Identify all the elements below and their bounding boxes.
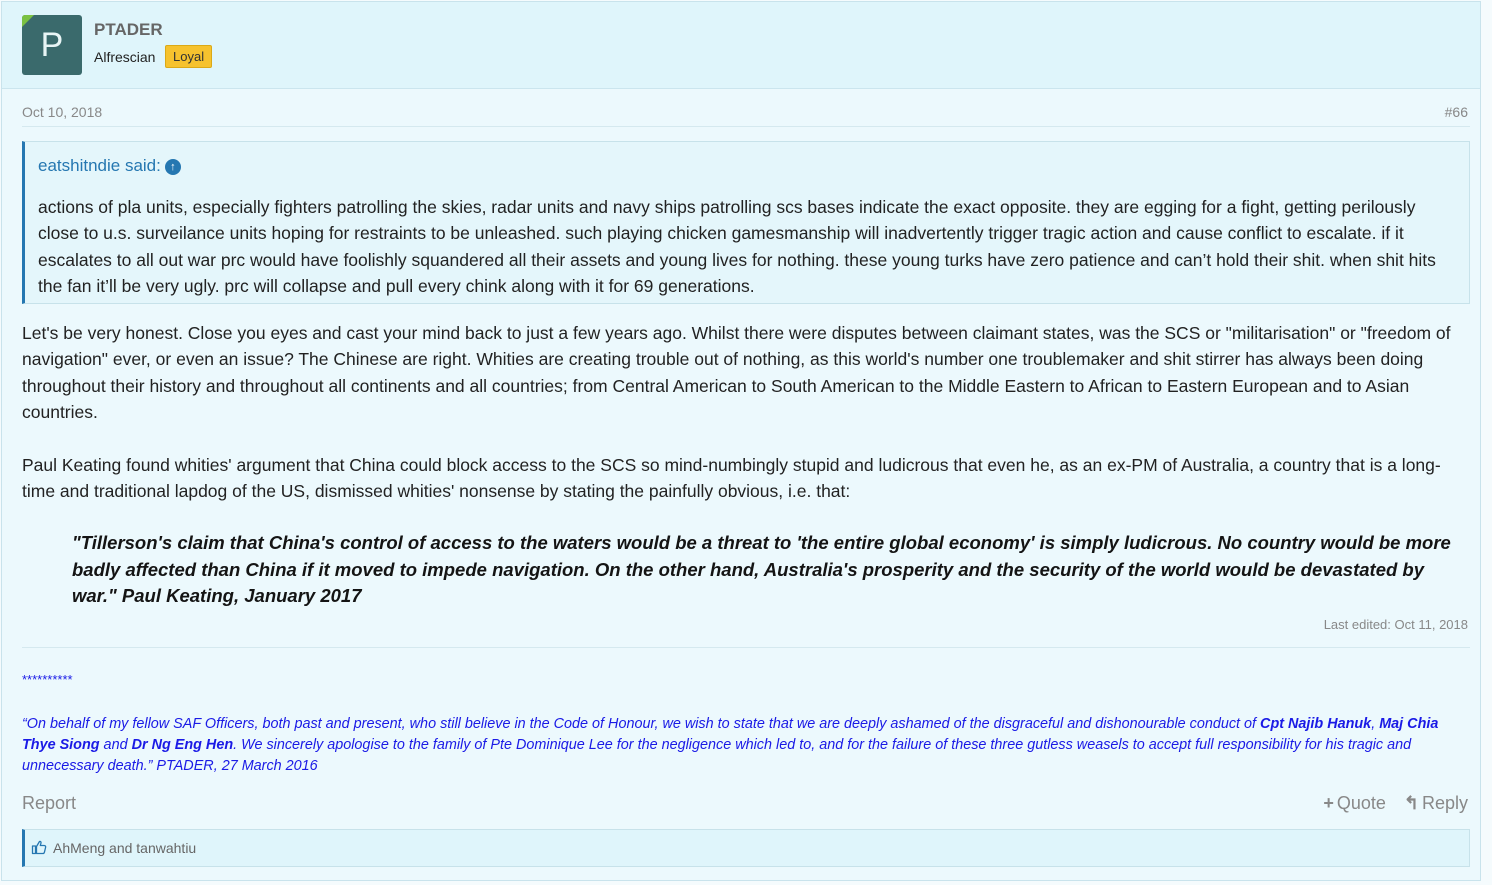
quote-body: actions of pla units, especially fighters patrolling the skies, radar units and navy ships patrolling scs bases indicate the exact opposite. they are egging for a fight, getting perilously close to u.s. surveilance units hoping for restraints to be unleashed. such playing chicken gamesmanship will inadvertently trigger tragic action and cause conflict to escalate. if it escalates to all out war prc would have foolishly squandered all their assets and young lives for nothing. these young turks have zero patience and can’t hold their shit. when shit hits the fan it’ll be very ugly. prc will collapse and pull every chink along with it for 69 generations. (38, 197, 1436, 296)
forum-post (1, 1, 1481, 881)
signature-separator: and (99, 737, 132, 753)
signature-name: Maj Chia Thye Siong (22, 716, 1439, 753)
signature-divider (22, 647, 1470, 648)
user-badge: Loyal (165, 45, 212, 68)
quote-button[interactable] (1323, 793, 1386, 813)
signature-part: “On behalf of my fellow SAF Officers, both past and present, who still believe in the Code of Honour, we wish to state that we are deeply ashamed of the disgraceful and dishonourable conduct of (22, 716, 1261, 732)
last-edited: Last edited: Oct 11, 2018 (1323, 617, 1468, 632)
user-title: Alfrescian (94, 49, 156, 65)
reply-button[interactable] (1404, 793, 1468, 813)
quote-author-link[interactable] (38, 156, 181, 176)
avatar-letter: P (40, 26, 64, 64)
post-date[interactable]: Oct 10, 2018 (22, 104, 103, 120)
post-header (2, 2, 1480, 89)
signature-name: Dr Ng Eng Hen (131, 737, 234, 753)
signature-text (22, 714, 1462, 777)
signature-separator: , (1371, 716, 1380, 732)
reaction-users[interactable]: AhMeng and tanwahtiu (53, 840, 197, 856)
quoted-post (22, 141, 1470, 304)
plus-icon: + (1323, 793, 1334, 813)
online-indicator (22, 15, 34, 27)
post-number[interactable]: #66 (1444, 104, 1468, 120)
thumbs-up-icon (31, 839, 47, 855)
signature-stars: ********** (22, 672, 73, 687)
post-paragraph: Paul Keating found whities' argument that China could block access to the SCS so mind-numbingly stupid and ludicrous that even he, as an ex-PM of Australia, a country that is a long-time and traditional lapdog of the US, dismissed whities' nonsense by stating the painfully obvious, i.e. that: (22, 455, 1441, 502)
arrow-up-circle-icon[interactable]: ↑ (165, 159, 181, 175)
post-paragraph: Let's be very honest. Close you eyes and cast your mind back to just a few years ago. Whilst there were disputes between claimant states, was the SCS or "militarisation" or "freedom of navigation" ever, or even an issue? The Chinese are right. Whities are creating trouble out of nothing, as this world's number one troublemaker and shit stirrer has always been doing throughout their history and throughout all continents and all countries; from Central American to South American to the Middle Eastern to African to Eastern European and to Asian countries. (22, 323, 1451, 422)
reply-icon: ↰ (1403, 793, 1419, 813)
avatar[interactable] (22, 15, 82, 75)
signature-name: Cpt Najib Hanuk (1260, 716, 1372, 732)
divider (22, 126, 1470, 127)
quote-author[interactable]: eatshitndie said: (38, 156, 161, 175)
post-actions (1305, 793, 1468, 814)
reply-label: Reply (1421, 793, 1468, 813)
keating-quote: "Tillerson's claim that China's control of access to the waters would be a threat to 'the entire global economy' is simply ludicrous. No country would be more badly affected than China if it moved to impede navigation. On the other hand, Australia's prosperity and the security of the world would be devastated by war." Paul Keating, January 2017 (72, 532, 1451, 606)
report-button[interactable]: Report (22, 793, 77, 813)
reactions-bar (22, 829, 1470, 867)
signature-part: . We sincerely apologise to the family of Pte Dominique Lee for the negligence which led to, and for the failure of these three gutless weasels to accept full responsibility for his tragic and unnecessary death.” PTADER, 27 March 2016 (22, 737, 1412, 774)
quote-label: Quote (1336, 793, 1386, 813)
username[interactable]: PTADER (94, 20, 163, 39)
